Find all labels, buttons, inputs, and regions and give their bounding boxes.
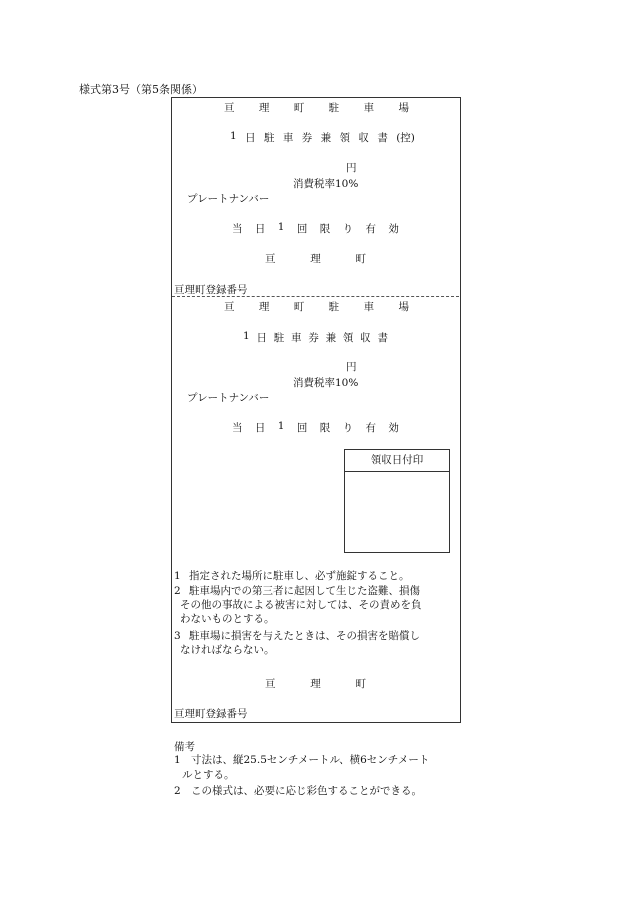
receipt-date-stamp-box — [344, 449, 450, 553]
note-text: わないものとする。 — [180, 613, 275, 625]
stub-issuer — [265, 251, 366, 266]
perforation-line — [172, 296, 459, 297]
note-number: 2 — [174, 585, 181, 597]
ticket-title-char: 1 — [243, 330, 250, 342]
ticket-issuer — [265, 676, 366, 691]
stub-validity-char: 限 — [319, 223, 331, 235]
remarks-item-1 — [174, 753, 464, 783]
note-text: その他の事故による被害に対しては、その責めを負 — [180, 599, 422, 611]
stub-validity-char: 1 — [277, 221, 285, 233]
stub-place-char: 場 — [398, 102, 409, 114]
stub-validity-char: り — [342, 223, 354, 235]
ticket-place-name — [224, 299, 409, 314]
stub-title-char: 兼 — [320, 132, 332, 144]
receipt-date-stamp-label: 領収日付印 — [345, 450, 449, 472]
stub-validity-char: 日 — [254, 223, 266, 235]
ticket-issuer-char: 亘 — [265, 678, 276, 690]
ticket-issuer-char: 理 — [310, 678, 321, 690]
ticket-title-char: 券 — [308, 332, 319, 344]
stub-place-char: 亘 — [224, 102, 235, 114]
ticket-place-char: 理 — [258, 301, 270, 313]
stub-title-char: 書 — [377, 132, 388, 144]
stub-validity — [232, 221, 399, 236]
stub-title-char: 駐 — [263, 132, 275, 144]
note-text: 指定された場所に駐車し、必ず施錠すること。 — [189, 570, 410, 582]
ticket-note-3 — [174, 629, 458, 657]
ticket-validity — [232, 420, 399, 435]
stub-registration-number-label: 亘理町登録番号 — [174, 284, 248, 296]
note-number: 1 — [174, 570, 181, 582]
ticket-issuer-char: 町 — [355, 678, 366, 690]
ticket-place-char: 町 — [293, 301, 305, 313]
stub-title-char: 1 — [230, 130, 237, 142]
ticket-title — [243, 330, 388, 345]
ticket-place-char: 車 — [363, 301, 375, 313]
ticket-title-char: 領 — [342, 332, 354, 344]
ticket-place-char: 亘 — [224, 301, 235, 313]
remarks-item-2 — [174, 784, 464, 799]
ticket-title-char: 書 — [377, 332, 388, 344]
note-text: 駐車場内での第三者に起因して生じた盗難、損傷 — [189, 585, 420, 597]
ticket-title-char: 兼 — [325, 332, 337, 344]
stub-place-char: 駐 — [328, 102, 340, 114]
ticket-validity-char: 1 — [277, 420, 285, 432]
remarks-text: この様式は、必要に応じ彩色することができる。 — [191, 785, 422, 797]
stub-validity-char: 回 — [296, 223, 308, 235]
remarks-number: 1 — [174, 754, 181, 766]
ticket-yen-label: 円 — [346, 361, 357, 373]
stub-plate-number-label: プレートナンバー — [187, 193, 270, 205]
ticket-title-char: 収 — [360, 332, 371, 344]
stub-validity-char: 効 — [388, 223, 399, 235]
ticket-validity-char: 効 — [388, 422, 399, 434]
stub-validity-char: 当 — [232, 223, 243, 235]
stub-tax-rate: 消費税率10% — [293, 178, 359, 190]
stub-yen-label: 円 — [346, 162, 357, 174]
ticket-tax-rate: 消費税率10% — [293, 377, 359, 389]
ticket-title-char: 日 — [256, 332, 267, 344]
ticket-title-char: 車 — [291, 332, 302, 344]
ticket-validity-char: 限 — [319, 422, 331, 434]
stub-title-char: (控) — [396, 132, 415, 144]
ticket-registration-number-label: 亘理町登録番号 — [174, 708, 248, 720]
stub-title-char: 車 — [282, 132, 294, 144]
stub-title-char: 領 — [339, 132, 351, 144]
stub-title-char: 収 — [358, 132, 369, 144]
stub-place-char: 理 — [258, 102, 270, 114]
remarks-text: ルとする。 — [182, 769, 235, 781]
ticket-validity-char: 回 — [296, 422, 308, 434]
note-text: 駐車場に損害を与えたときは、その損害を賠償し — [189, 630, 420, 642]
remarks-text: 寸法は、縦25.5センチメートル、横6センチメート — [191, 754, 430, 766]
ticket-place-char: 駐 — [328, 301, 340, 313]
ticket-plate-number-label: プレートナンバー — [187, 392, 270, 404]
ticket-validity-char: り — [342, 422, 354, 434]
ticket-validity-char: 日 — [254, 422, 266, 434]
stub-title-char: 券 — [301, 132, 313, 144]
stub-place-name — [224, 100, 409, 115]
ticket-validity-char: 当 — [232, 422, 243, 434]
stub-validity-char: 有 — [365, 223, 377, 235]
ticket-note-1 — [174, 569, 458, 583]
ticket-validity-char: 有 — [365, 422, 377, 434]
stub-issuer-char: 亘 — [265, 253, 276, 265]
form-number: 様式第3号（第5条関係） — [79, 83, 203, 96]
remarks-heading: 備考 — [174, 741, 195, 753]
stub-issuer-char: 理 — [310, 253, 321, 265]
stub-place-char: 車 — [363, 102, 375, 114]
ticket-place-char: 場 — [398, 301, 409, 313]
stub-place-char: 町 — [293, 102, 305, 114]
remarks-number: 2 — [174, 785, 181, 797]
ticket-title-char: 駐 — [273, 332, 285, 344]
note-number: 3 — [174, 630, 181, 642]
stub-title — [230, 130, 415, 145]
ticket-note-2 — [174, 584, 458, 626]
stub-issuer-char: 町 — [355, 253, 366, 265]
stub-title-char: 日 — [245, 132, 256, 144]
note-text: なければならない。 — [180, 644, 275, 656]
